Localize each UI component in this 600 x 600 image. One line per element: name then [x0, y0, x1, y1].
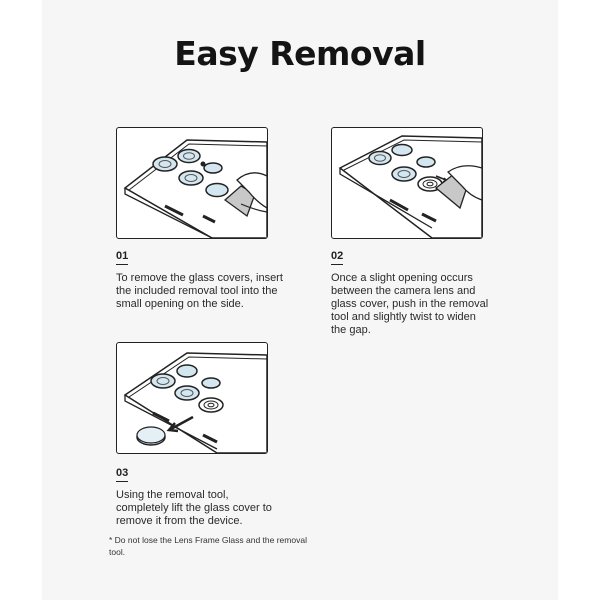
step-1-illustration	[116, 127, 268, 239]
page-title: Easy Removal	[174, 34, 426, 73]
step-1-number: 01	[116, 250, 128, 265]
step-3-illustration	[116, 342, 268, 454]
step-3-number: 03	[116, 467, 128, 482]
footnote: * Do not lose the Lens Frame Glass and the removal tool.	[109, 535, 307, 557]
step-2-illustration	[331, 127, 483, 239]
step-2-number: 02	[331, 250, 343, 265]
step-1-text: To remove the glass covers, insert the included removal tool into the small opening on the side.	[116, 272, 283, 310]
step-3-text: Using the removal tool, completely lift the glass cover to remove it from the device.	[116, 489, 272, 527]
step-2-text: Once a slight opening occurs between the camera lens and glass cover, push in the removal tool and slightly twist to widen the gap.	[331, 272, 489, 336]
